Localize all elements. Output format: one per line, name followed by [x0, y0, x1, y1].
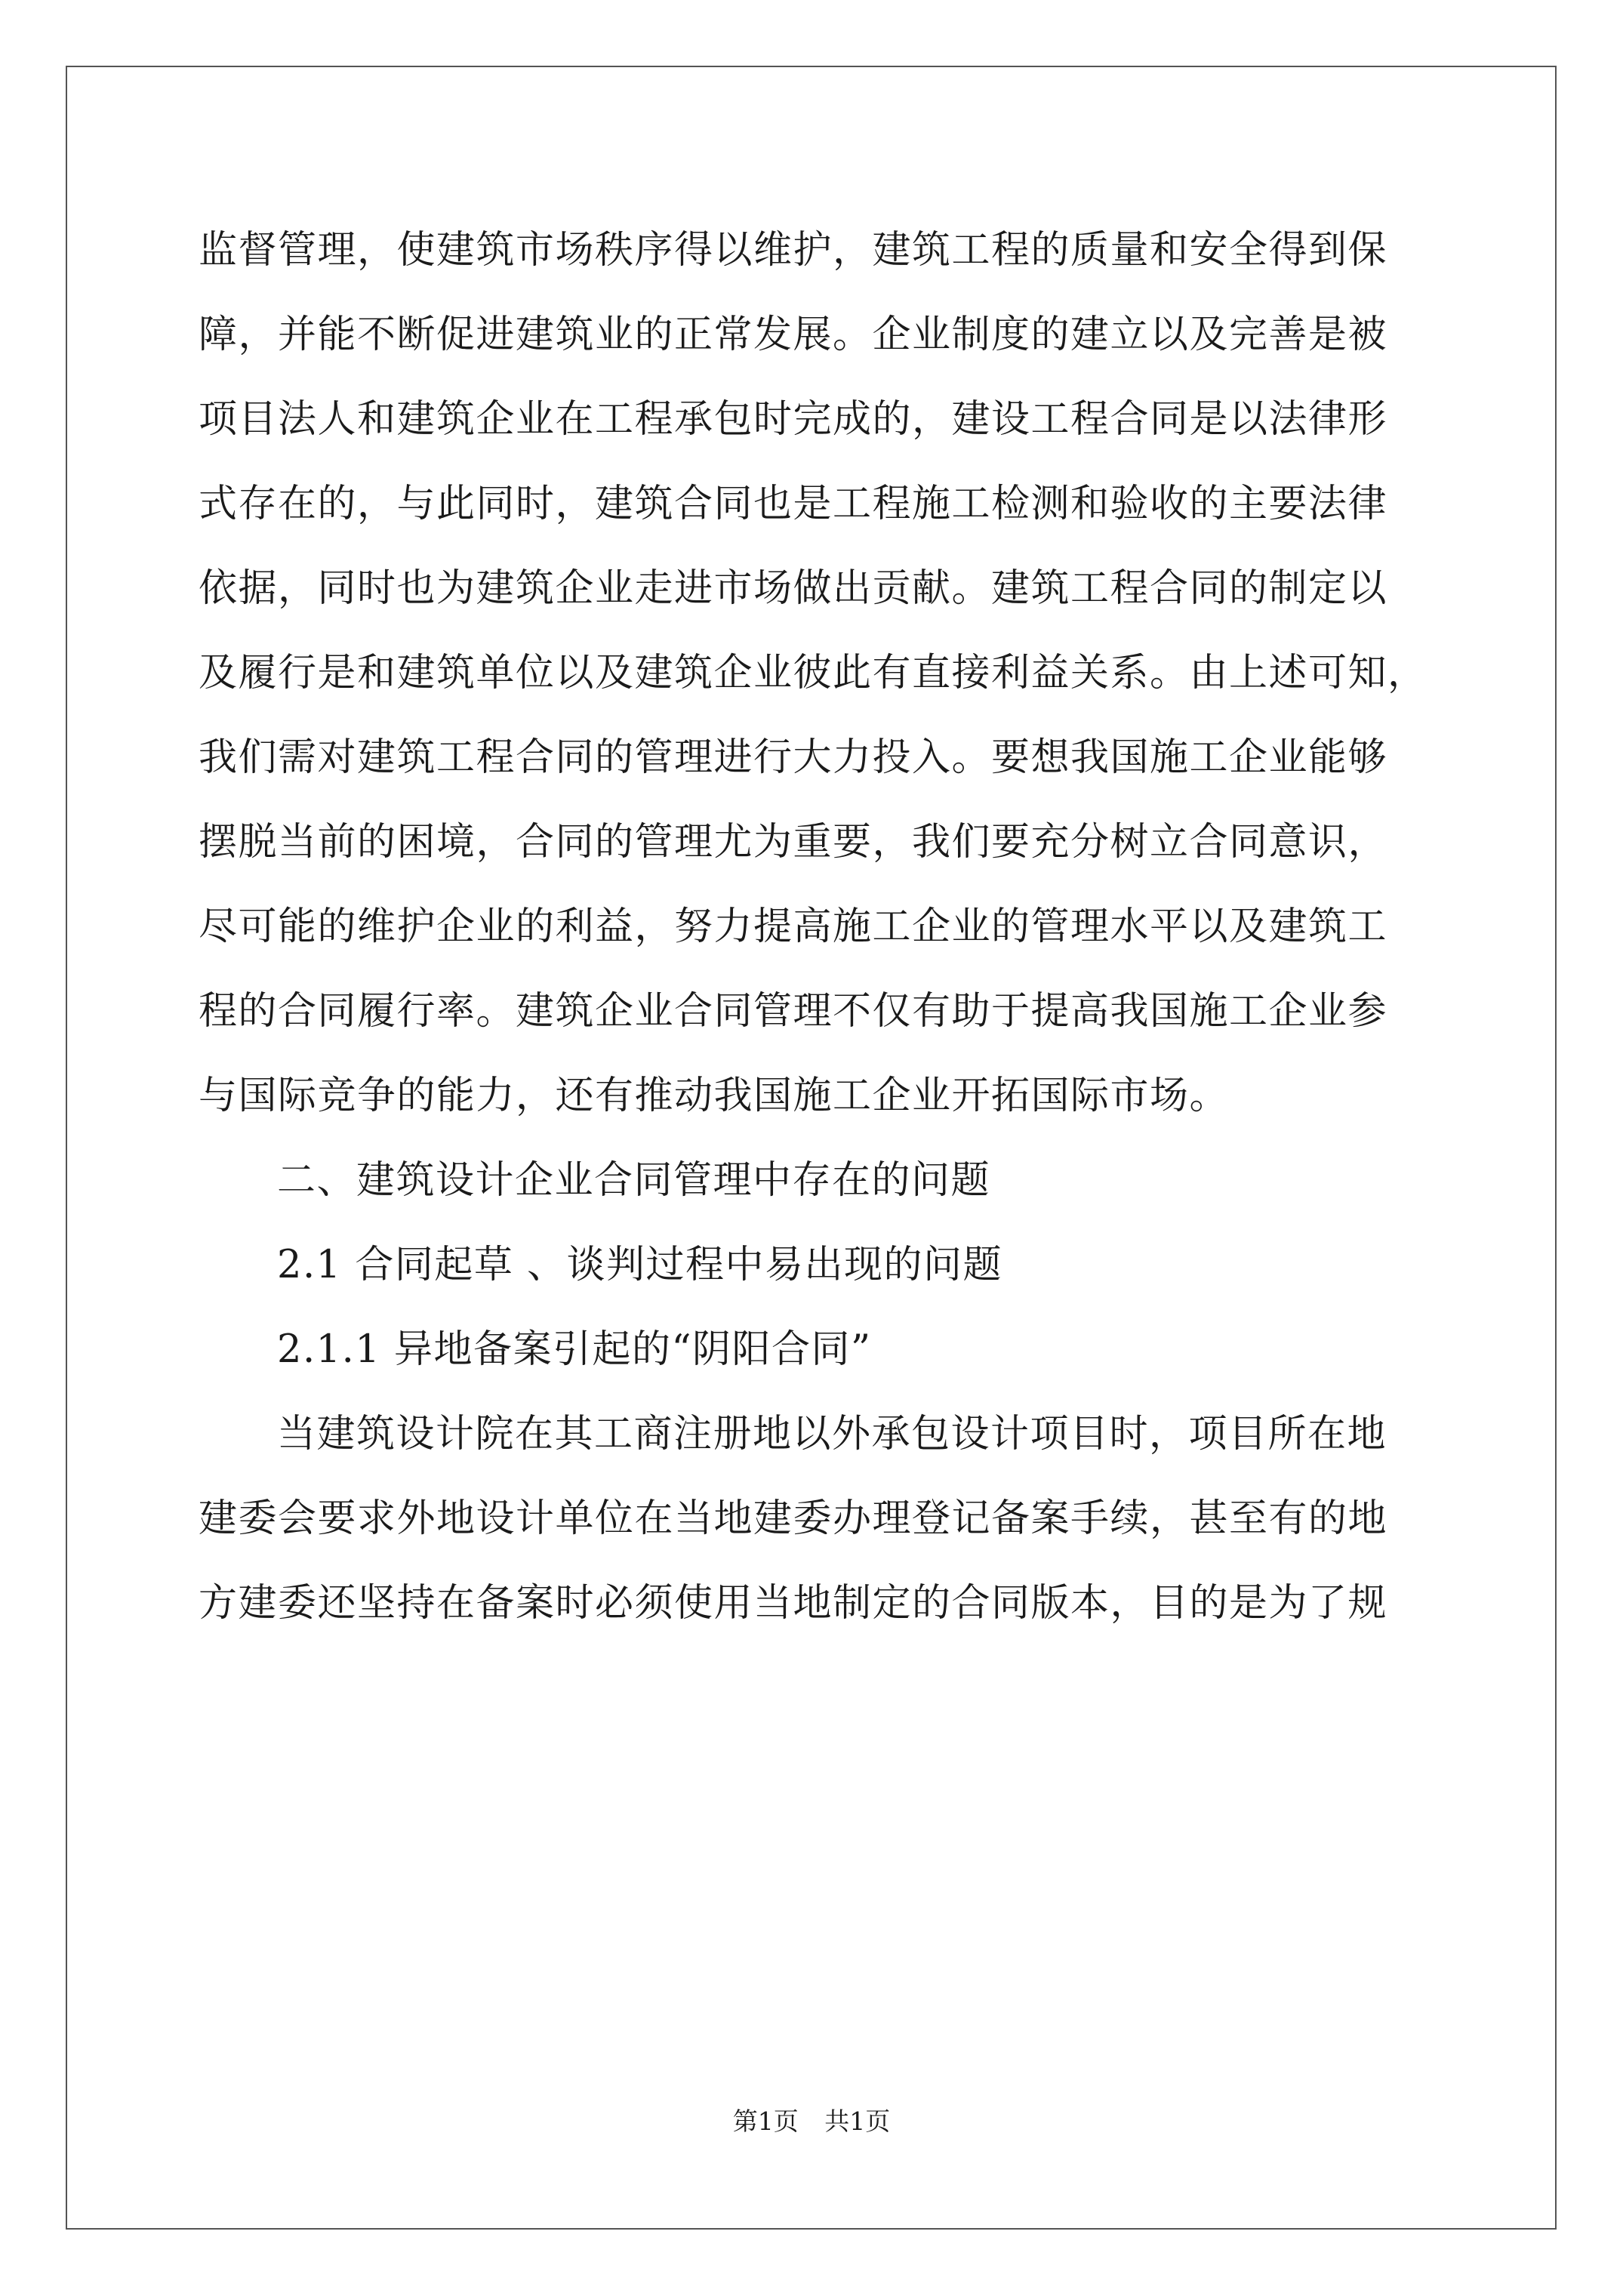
body-line: 摆脱当前的困境，合同的管理尤为重要，我们要充分树立合同意识，	[199, 820, 1388, 864]
body-line: 及履行是和建筑单位以及建筑企业彼此有直接利益关系。由上述可知，	[199, 651, 1427, 695]
page-number: 第1页	[732, 2106, 799, 2136]
section-heading: 二、建筑设计企业合同管理中存在的问题	[277, 1158, 991, 1203]
document-body	[199, 208, 1437, 1646]
body-line: 监督管理，使建筑市场秩序得以维护，建筑工程的质量和安全得到保	[199, 228, 1388, 273]
body-line: 依据，同时也为建筑企业走进市场做出贡献。建筑工程合同的制定以	[199, 566, 1388, 611]
body-line: 方建委还坚持在备案时必须使用当地制定的合同版本，目的是为了规	[199, 1581, 1388, 1626]
subsubsection-heading: 2.1.1 异地备案引起的“阴阳合同”	[277, 1327, 872, 1372]
subsection-heading: 2.1 合同起草 、谈判过程中易出现的问题	[277, 1243, 1003, 1287]
body-line: 项目法人和建筑企业在工程承包时完成的，建设工程合同是以法律形	[199, 397, 1388, 442]
body-line: 当建筑设计院在其工商注册地以外承包设计项目时，项目所在地	[277, 1412, 1387, 1456]
body-line: 尽可能的维护企业的利益，努力提高施工企业的管理水平以及建筑工	[199, 905, 1388, 949]
body-line: 我们需对建筑工程合同的管理进行大力投入。要想我国施工企业能够	[199, 735, 1388, 780]
body-line: 式存在的，与此同时，建筑合同也是工程施工检测和验收的主要法律	[199, 482, 1388, 526]
body-line: 与国际竞争的能力，还有推动我国施工企业开拓国际市场。	[199, 1074, 1230, 1118]
body-line: 障，并能不断促进建筑业的正常发展。企业制度的建立以及完善是被	[199, 313, 1388, 357]
page-total: 共1页	[824, 2106, 891, 2136]
body-line: 程的合同履行率。建筑企业合同管理不仅有助于提高我国施工企业参	[199, 989, 1388, 1034]
body-line: 建委会要求外地设计单位在当地建委办理登记备案手续，甚至有的地	[199, 1496, 1388, 1541]
page-footer	[0, 2106, 1623, 2137]
